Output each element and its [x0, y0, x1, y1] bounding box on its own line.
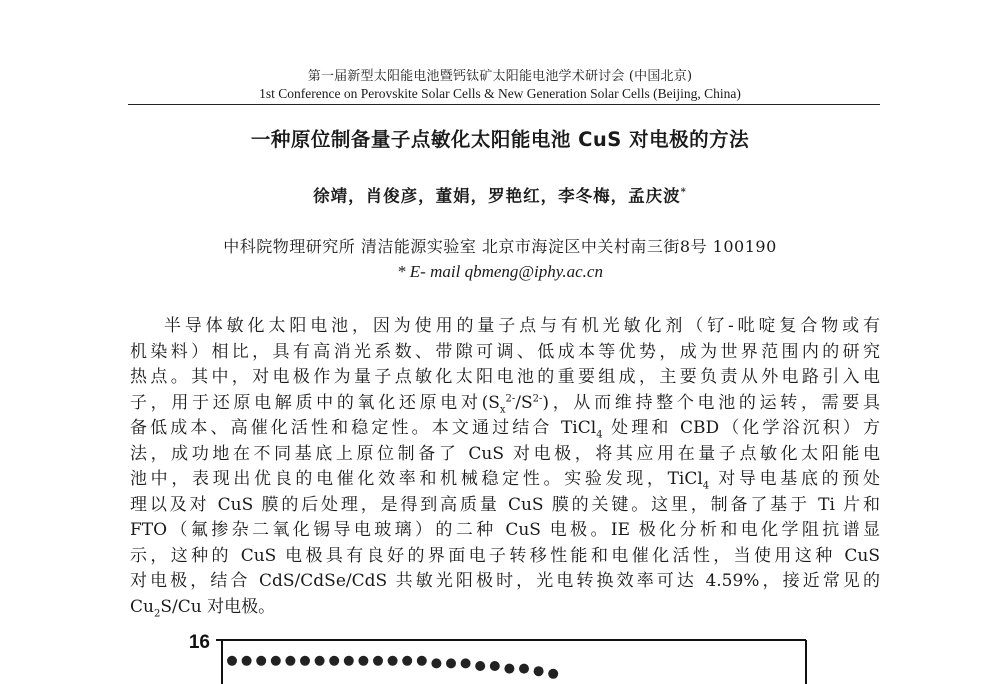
abstract-text: 处理和 CBD（化学浴沉积）方 [602, 418, 881, 438]
abstract-text: 备低成本、高催化活性和稳定性。本文通过结合 TiCl [130, 418, 597, 438]
data-point [490, 661, 500, 671]
abstract-text: /S [515, 392, 533, 413]
abstract-text: 池中，表现出优良的电催化效率和机械稳定性。实验发现，TiCl [130, 469, 703, 489]
superscript: 2- [532, 392, 543, 404]
data-point [504, 664, 514, 674]
subscript: x [499, 403, 506, 415]
data-point [256, 656, 266, 666]
data-point [285, 656, 295, 666]
data-point [329, 656, 339, 666]
data-point [461, 658, 471, 668]
conference-header-en: 1st Conference on Perovskite Solar Cells & New Generation Solar Cells (Beijing, China) [259, 86, 741, 101]
abstract-text: Cu [130, 596, 154, 617]
superscript: 2- [505, 392, 516, 404]
author-names: 徐靖，肖俊彦，董娟，罗艳红，李冬梅，孟庆波 [313, 186, 681, 206]
data-point [242, 656, 252, 666]
data-point [227, 656, 237, 666]
abstract-line: 理以及对 CuS 膜的后处理，是得到高质量 CuS 膜的关键。这里，制备了基于 Ti 片和 [130, 494, 880, 515]
conference-header-zh: 第一届新型太阳能电池暨钙钛矿太阳能电池学术研讨会 (中国北京) [307, 69, 693, 84]
abstract-text: )，从而维持整个电池的运转，需要具 [542, 392, 880, 413]
data-point [271, 656, 281, 666]
corresponding-author-mark: * [680, 187, 687, 198]
affiliation: 中科院物理研究所 清洁能源实验室 北京市海淀区中关村南三街8号 100190 [223, 237, 777, 256]
data-point [373, 656, 383, 666]
abstract-line: 法，成功地在不同基底上原位制备了 CuS 对电极，将其应用在量子点敏化太阳能电 [130, 443, 880, 464]
data-series [227, 656, 558, 679]
abstract-line: 机染料）相比，具有高消光系数、带隙可调、低成本等优势，成为世界范围内的研究 [130, 341, 880, 362]
paper-title: 一种原位制备量子点敏化太阳能电池 CuS 对电极的方法 [250, 128, 750, 151]
abstract-text: 子，用于还原电解质中的氧化还原电对(S [130, 392, 500, 413]
y-tick-label: 16 [188, 632, 210, 653]
data-point [519, 664, 529, 674]
data-point [315, 656, 325, 666]
data-point [446, 658, 456, 668]
data-point [402, 656, 412, 666]
abstract-line: 热点。其中，对电极作为量子点敏化太阳电池的重要组成，主要负责从外电路引入电 [130, 367, 880, 387]
contact-email: * E- mail qbmeng@iphy.ac.cn [397, 262, 603, 281]
subscript: 2 [153, 607, 161, 619]
data-point [344, 656, 354, 666]
data-point [388, 656, 398, 666]
subscript: 4 [702, 480, 710, 492]
abstract-line: 对电极，结合 CdS/CdSe/CdS 共敏光阳极时，光电转换效率可达 4.59%，接近常见的 [130, 571, 880, 591]
subscript: 4 [596, 429, 603, 441]
data-point [417, 656, 427, 666]
abstract-line: FTO（氟掺杂二氧化锡导电玻璃）的二种 CuS 电极。IE 极化分析和电化学阻抗谱显 [130, 520, 880, 540]
abstract-text: 对导电基底的预处 [709, 469, 880, 489]
data-point [431, 658, 441, 668]
abstract-line: 示，这种的 CuS 电极具有良好的界面电子转移性能和电催化活性，当使用这种 CuS [130, 545, 880, 566]
abstract-text: S/Cu 对电极。 [160, 596, 276, 617]
data-point [358, 656, 368, 666]
data-point [548, 669, 558, 679]
data-point [534, 666, 544, 676]
abstract-line: 半导体敏化太阳电池，因为使用的量子点与有机光敏化剂（钌-吡啶复合物或有 [164, 316, 880, 336]
data-point [300, 656, 310, 666]
data-point [475, 661, 485, 671]
